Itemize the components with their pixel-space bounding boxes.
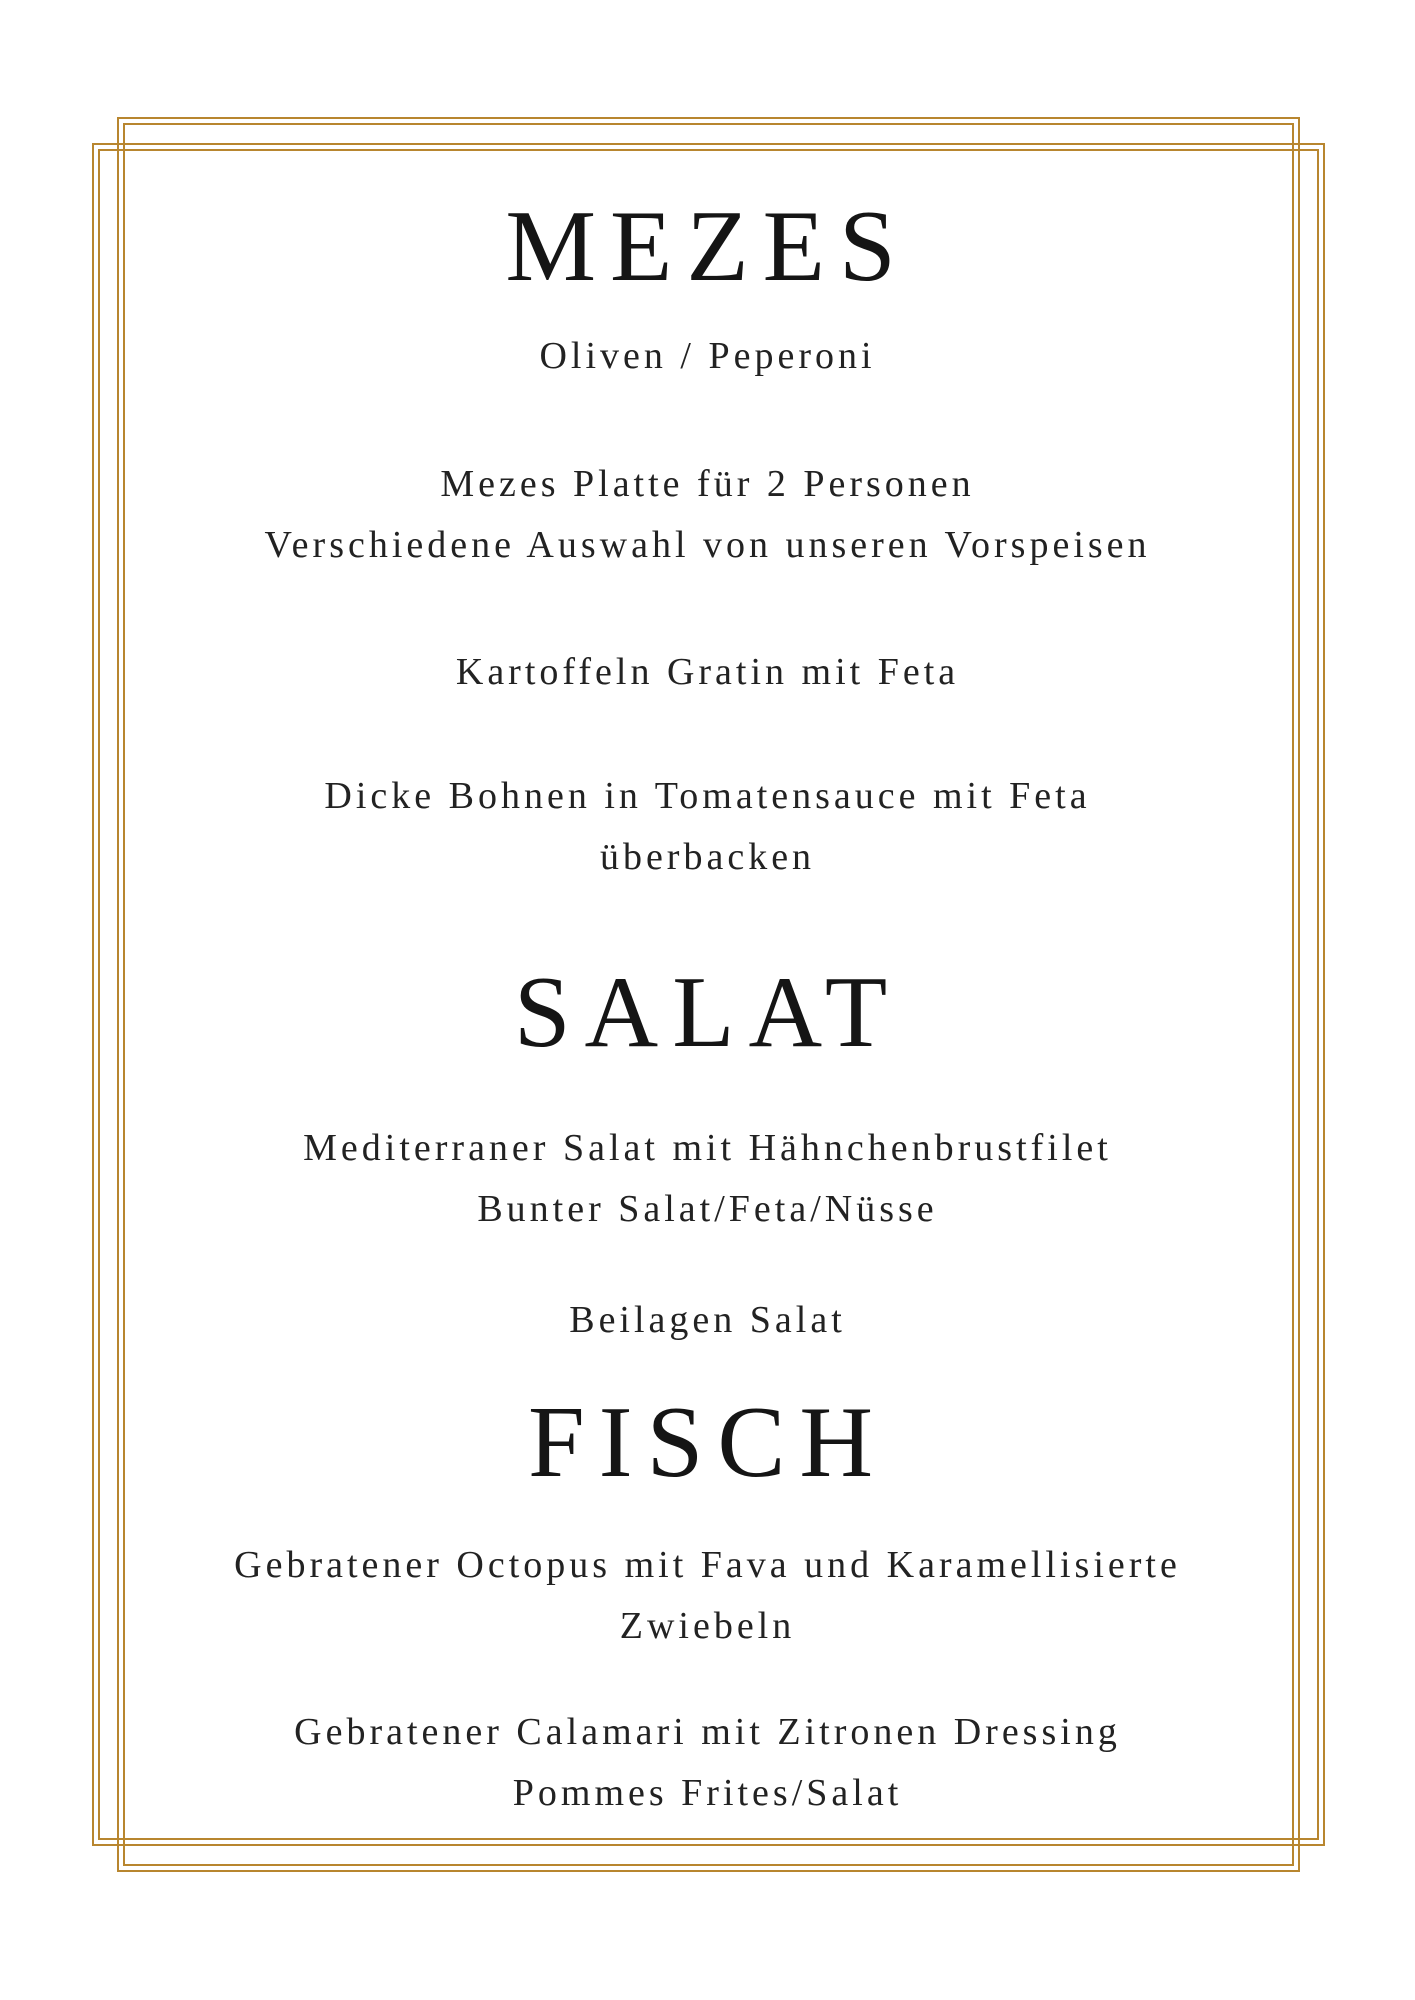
menu-item-line: Pommes Frites/Salat: [512, 1772, 903, 1814]
menu-item-line: Verschiedene Auswahl von unseren Vorspeisen: [264, 524, 1151, 566]
section-heading-mezes: MEZES: [505, 190, 910, 303]
menu-item-line: Zwiebeln: [619, 1605, 796, 1647]
menu-item: [120, 642, 1295, 703]
menu-item: [120, 1702, 1295, 1824]
menu-item-line: Gebratener Calamari mit Zitronen Dressing: [294, 1711, 1121, 1753]
menu-item-line: Beilagen Salat: [569, 1299, 846, 1341]
menu-item-line: Gebratener Octopus mit Fava und Karamellisierte: [234, 1544, 1181, 1586]
menu-item: [120, 454, 1295, 576]
menu-item-line: Kartoffeln Gratin mit Feta: [455, 651, 960, 693]
menu-item: [120, 1118, 1295, 1240]
menu-item-line: Bunter Salat/Feta/Nüsse: [477, 1188, 938, 1230]
menu-item-line: Oliven / Peperoni: [539, 335, 876, 377]
menu-item: [120, 1290, 1295, 1351]
menu-item: [120, 326, 1295, 387]
menu-item-line: Dicke Bohnen in Tomatensauce mit Feta: [324, 775, 1091, 817]
menu-item: [120, 766, 1295, 888]
menu-item-line: überbacken: [599, 836, 816, 878]
menu-item: [120, 1535, 1295, 1657]
section-heading-fisch: FISCH: [527, 1386, 888, 1499]
menu-item-line: Mediterraner Salat mit Hähnchenbrustfilet: [303, 1127, 1112, 1169]
menu-item-line: Mezes Platte für 2 Personen: [440, 463, 975, 505]
section-heading-salat: SALAT: [513, 956, 902, 1069]
